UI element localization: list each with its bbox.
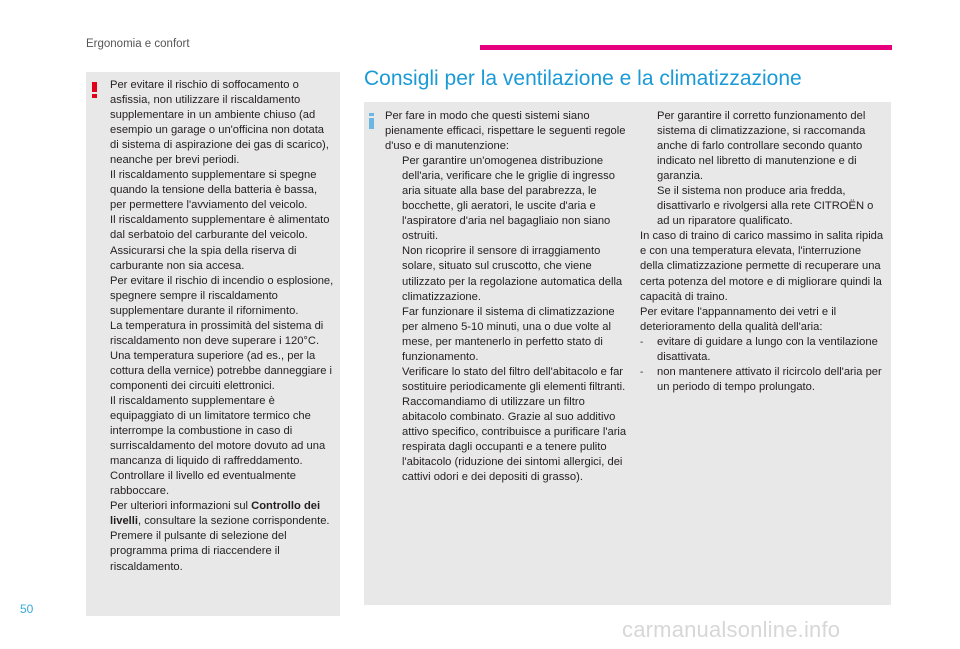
page-number: 50 (20, 602, 34, 616)
warning-paragraph: Il riscaldamento supplementare si spegne quando la tensione della batteria è bassa, per permettere l'avviamento del veicolo. (110, 169, 318, 212)
list-item: - non mantenere attivato il ricircolo dell'aria per un periodo di tempo prolungato. (640, 365, 886, 395)
warning-paragraph: Per evitare il rischio di incendio o esplosione, spegnere sempre il riscaldamento supplementare durante il rifornimento. (110, 274, 334, 317)
fogging-intro: Per evitare l'appannamento dei vetri e il deterioramento della qualità dell'aria: (640, 305, 837, 333)
reference-suffix: , consultare la sezione corrispondente. (138, 515, 330, 528)
bullet-icon (385, 244, 402, 304)
warning-paragraph: Il riscaldamento supplementare è equipaggiato di un limitatore termico che interrompe la combustione in caso di surriscaldamento del motore dovuto ad una mancanza di liquido di raffreddamento. Controllare il livello ed eventualmente rabboccare. (110, 394, 326, 498)
tips-right-column (640, 109, 886, 395)
chapter-title: Ergonomia e confort (86, 38, 190, 50)
warning-paragraph: La temperatura in prossimità del sistema di riscaldamento non deve superare i 120°C. Una temperatura superiore (ad es., per la cottura della vernice) potrebbe danneggiare i componenti dei circuiti elettronici. (110, 319, 333, 392)
dash-marker: - (640, 336, 644, 348)
tips-intro: Per fare in modo che questi sistemi siano pienamente efficaci, rispettare le seguenti regole d'uso e di manutenzione: (385, 110, 626, 153)
warning-reference (110, 499, 334, 529)
list-item: - evitare di guidare a lungo con la ventilazione disattivata. (640, 335, 886, 365)
list-item: Verificare lo stato del filtro dell'abitacolo e far sostituire periodicamente gli elementi filtranti. Raccomandiamo di utilizzare un filtro abitacolo combinato. Grazie al suo additivo attivo specifico, contribuisce a purificare l'aria respirata dagli occupanti e a tenere pulito l'abitacolo (riduzione dei sintomi allergici, dei cattivi odori e dei depositi di grasso). (385, 365, 631, 485)
bullet-icon (385, 154, 402, 244)
list-item: Non ricoprire il sensore di irraggiamento solare, situato sul cruscotto, che viene utilizzato per la regolazione automatica della climatizzazione. (385, 244, 631, 304)
warning-paragraph: Premere il pulsante di selezione del programma prima di riaccendere il riscaldamento. (110, 530, 287, 573)
list-item: Far funzionare il sistema di climatizzazione per almeno 5-10 minuti, una o due volte al mese, per mantenerlo in perfetto stato di funzionamento. (385, 305, 631, 365)
list-item: Se il sistema non produce aria fredda, disattivarlo e rivolgersi alla rete CITROËN o ad un riparatore qualificato. (640, 184, 886, 229)
watermark: carmanualsonline.info (622, 617, 841, 642)
warning-paragraph: Per evitare il rischio di soffocamento o asfissia, non utilizzare il riscaldamento supplementare in un ambiente chiuso (ad esempio un garage o un'officina non dotata di sistema di aspirazione dei gas di scarico), neanche per brevi periodi. (110, 79, 329, 167)
info-icon (369, 113, 374, 129)
bullet-icon (385, 305, 402, 365)
bullet-icon (385, 365, 402, 485)
list-item: Per garantire un'omogenea distribuzione dell'aria, verificare che le griglie di ingresso aria situate alla base del parabrezza, le bocchette, gli aeratori, le uscite d'aria e l'aspiratore d'aria nel bagagliaio non siano ostruiti. (385, 154, 631, 244)
warning-paragraph: Il riscaldamento supplementare è alimentato dal serbatoio del carburante del veicolo. Assicurarsi che la spia della riserva di carburante non sia accesa. (110, 214, 330, 272)
warning-box (86, 72, 340, 616)
warning-exclamation-icon (92, 82, 97, 97)
dash-marker: - (640, 366, 644, 378)
bullet-icon (640, 184, 657, 229)
tips-left-column (385, 109, 631, 485)
warning-text (110, 78, 334, 575)
towing-note: In caso di traino di carico massimo in salita ripida e con una temperatura elevata, l'interruzione della climatizzazione permette di recuperare una certa potenza del motore e di migliorare quindi la capacità di traino. (640, 230, 884, 303)
reference-prefix: Per ulteriori informazioni sul (110, 500, 252, 513)
section-title: Consigli per la ventilazione e la climatizzazione (364, 67, 802, 90)
reference-section-name: Controllo dei livelli (110, 500, 321, 528)
bullet-icon (640, 109, 657, 184)
list-item: Per garantire il corretto funzionamento del sistema di climatizzazione, si raccomanda anche di farlo controllare secondo quanto indicato nel libretto di manutenzione e di garanzia. (640, 109, 886, 184)
chapter-color-bar (480, 45, 892, 50)
